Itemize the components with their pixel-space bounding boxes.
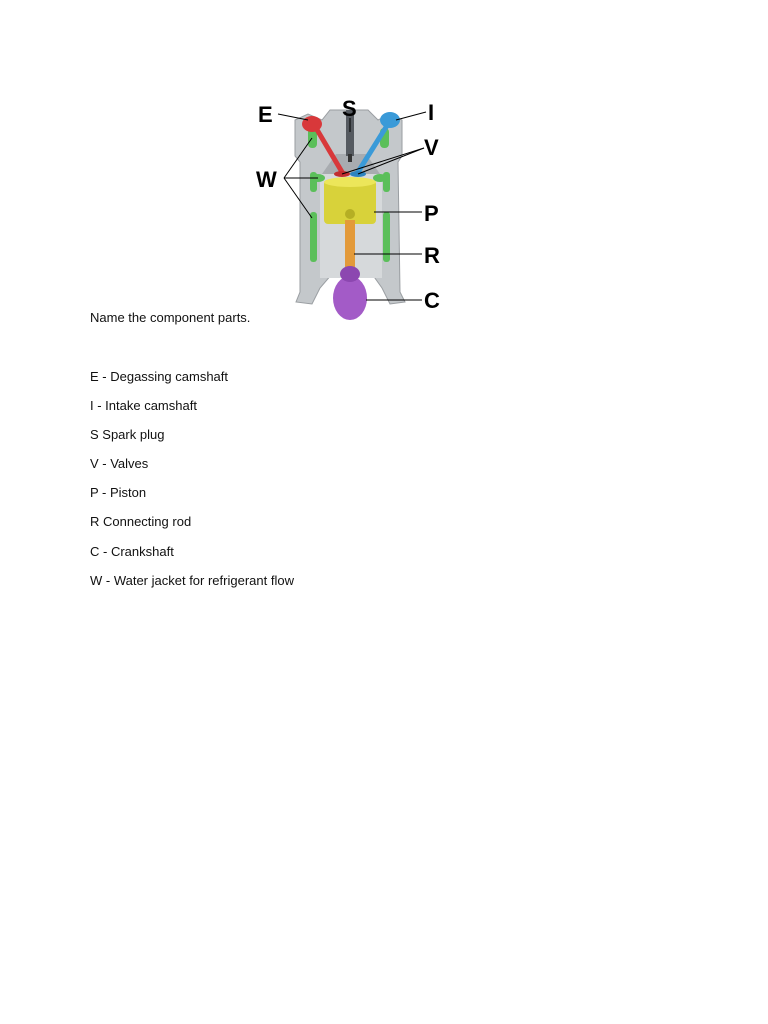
- answer-item-e: E - Degassing camshaft: [90, 369, 229, 384]
- answer-item-r: R Connecting rod: [90, 514, 192, 530]
- answer-list: [90, 368, 294, 601]
- answer-item-c: C - Crankshaft: [90, 543, 174, 559]
- exhaust-camshaft: [302, 116, 322, 132]
- answer-item-v: V - Valves: [90, 456, 149, 472]
- label-c: C: [424, 288, 440, 313]
- spark-plug-tip: [348, 154, 352, 162]
- engine-diagram-svg: [250, 92, 450, 324]
- connecting-rod: [345, 220, 355, 270]
- label-v: V: [424, 135, 439, 160]
- label-w: W: [256, 167, 277, 192]
- piston-pin: [345, 209, 355, 219]
- leader-i: [396, 112, 426, 120]
- answer-item-i: I - Intake camshaft: [90, 398, 197, 414]
- crankshaft-pin: [340, 266, 360, 282]
- crankshaft: [333, 276, 367, 320]
- label-p: P: [424, 201, 439, 226]
- answer-item-p: P - Piston: [90, 485, 147, 501]
- label-r: R: [424, 243, 440, 268]
- question-prompt: Name the component parts.: [90, 310, 251, 325]
- label-e: E: [258, 102, 273, 127]
- piston-crown: [324, 177, 376, 187]
- label-i: I: [428, 100, 435, 125]
- answer-item-s: S Spark plug: [90, 427, 165, 443]
- engine-cutaway-diagram: [250, 92, 450, 324]
- answer-item-w: W - Water jacket for refrigerant flow: [90, 572, 294, 588]
- water-jacket-left-lower: [310, 212, 317, 262]
- label-s: S: [342, 96, 357, 121]
